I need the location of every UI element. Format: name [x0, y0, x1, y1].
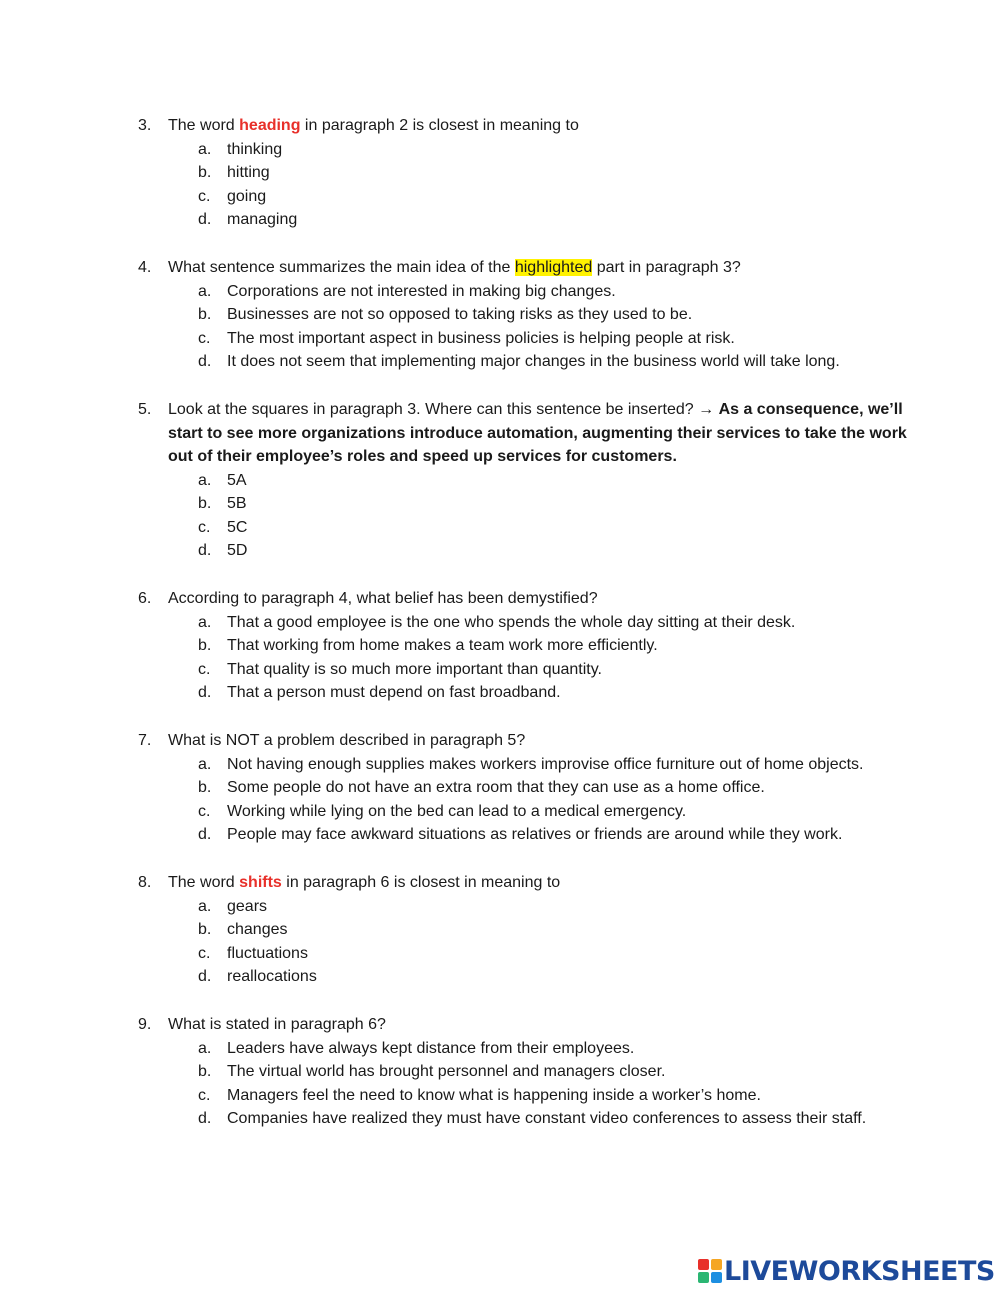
- option-c[interactable]: c. fluctuations: [198, 944, 308, 962]
- question-number: 6.: [138, 590, 152, 607]
- answer-options: [138, 138, 918, 232]
- option-a[interactable]: a. thinking: [198, 140, 283, 158]
- question-7: [138, 729, 918, 847]
- option-b[interactable]: b. 5B: [198, 495, 247, 512]
- option-d[interactable]: d. That a person must depend on fast broadband.: [198, 684, 561, 701]
- question-8: [138, 871, 918, 989]
- answer-options: [138, 469, 918, 563]
- answer-options: [138, 611, 918, 705]
- option-b[interactable]: b. Some people do not have an extra room that they can use as a home office.: [198, 779, 765, 796]
- liveworksheets-brand[interactable]: [698, 1256, 995, 1286]
- answer-options: [138, 753, 918, 847]
- option-a[interactable]: a. That a good employee is the one who spends the whole day sitting at their desk.: [198, 613, 796, 631]
- question-keyword: heading: [239, 117, 301, 134]
- question-text: Look at the squares in paragraph 3. Where can this sentence be inserted? → As a consequence, we’ll start to see more organizations introduce automation, augmenting their services to take the work out of their employee’s roles and speed up services for customers.: [168, 401, 907, 465]
- question-number: 7.: [138, 732, 152, 749]
- option-b[interactable]: b. changes: [198, 921, 288, 938]
- option-d[interactable]: d. 5D: [198, 542, 248, 559]
- question-text: What sentence summarizes the main idea of the highlighted part in paragraph 3?: [168, 259, 741, 276]
- question-number: 5.: [138, 401, 152, 418]
- option-d[interactable]: d. Companies have realized they must have constant video conferences to assess their staff.: [198, 1110, 867, 1127]
- answer-options: [138, 1037, 918, 1131]
- option-b[interactable]: b. That working from home makes a team work more efficiently.: [198, 637, 658, 654]
- question-text: What is stated in paragraph 6?: [168, 1016, 386, 1033]
- question-keyword: shifts: [239, 874, 282, 891]
- option-b[interactable]: b. Businesses are not so opposed to taking risks as they used to be.: [198, 306, 693, 323]
- option-a[interactable]: a. gears: [198, 897, 268, 915]
- question-text: The word shifts in paragraph 6 is closest in meaning to: [168, 874, 561, 891]
- option-d[interactable]: d. People may face awkward situations as relatives or friends are around while they work.: [198, 826, 843, 843]
- inserted-sentence: As a consequence, we’ll start to see more organizations introduce automation, augmenting their services to take the work out of their employee’s roles and speed up services for customers.: [168, 401, 907, 465]
- question-number: 4.: [138, 259, 152, 276]
- option-a[interactable]: a. Leaders have always kept distance from their employees.: [198, 1039, 635, 1057]
- option-c[interactable]: c. 5C: [198, 518, 248, 536]
- answer-options: [138, 280, 918, 374]
- option-b[interactable]: b. hitting: [198, 164, 270, 181]
- option-b[interactable]: b. The virtual world has brought personnel and managers closer.: [198, 1063, 666, 1080]
- option-c[interactable]: c. That quality is so much more important than quantity.: [198, 660, 602, 678]
- option-d[interactable]: d. managing: [198, 211, 298, 228]
- question-6: [138, 587, 918, 705]
- option-c[interactable]: c. going: [198, 187, 267, 205]
- highlighted-keyword: highlighted: [514, 259, 593, 276]
- option-d[interactable]: d. It does not seem that implementing major changes in the business world will take long.: [198, 353, 840, 370]
- option-a[interactable]: a. 5A: [198, 471, 247, 489]
- question-number: 8.: [138, 874, 152, 891]
- arrow-icon: →: [698, 401, 715, 418]
- option-c[interactable]: c. Managers feel the need to know what is happening inside a worker’s home.: [198, 1086, 761, 1104]
- option-c[interactable]: c. Working while lying on the bed can lead to a medical emergency.: [198, 802, 687, 820]
- question-number: 3.: [138, 117, 152, 134]
- option-a[interactable]: a. Corporations are not interested in making big changes.: [198, 282, 616, 300]
- brand-name: LIVEWORKSHEETS: [724, 1255, 995, 1287]
- question-text: The word heading in paragraph 2 is closest in meaning to: [168, 117, 579, 134]
- answer-options: [138, 895, 918, 989]
- question-number: 9.: [138, 1016, 152, 1033]
- question-3: [138, 114, 918, 232]
- question-9: [138, 1013, 918, 1131]
- question-4: [138, 256, 918, 374]
- question-5: [138, 398, 918, 563]
- question-text: What is NOT a problem described in paragraph 5?: [168, 732, 526, 749]
- option-d[interactable]: d. reallocations: [198, 968, 317, 985]
- option-a[interactable]: a. Not having enough supplies makes workers improvise office furniture out of home objects.: [198, 755, 864, 773]
- question-text: According to paragraph 4, what belief has been demystified?: [168, 590, 598, 607]
- liveworksheets-logo-icon: [698, 1259, 722, 1283]
- option-c[interactable]: c. The most important aspect in business policies is helping people at risk.: [198, 329, 735, 347]
